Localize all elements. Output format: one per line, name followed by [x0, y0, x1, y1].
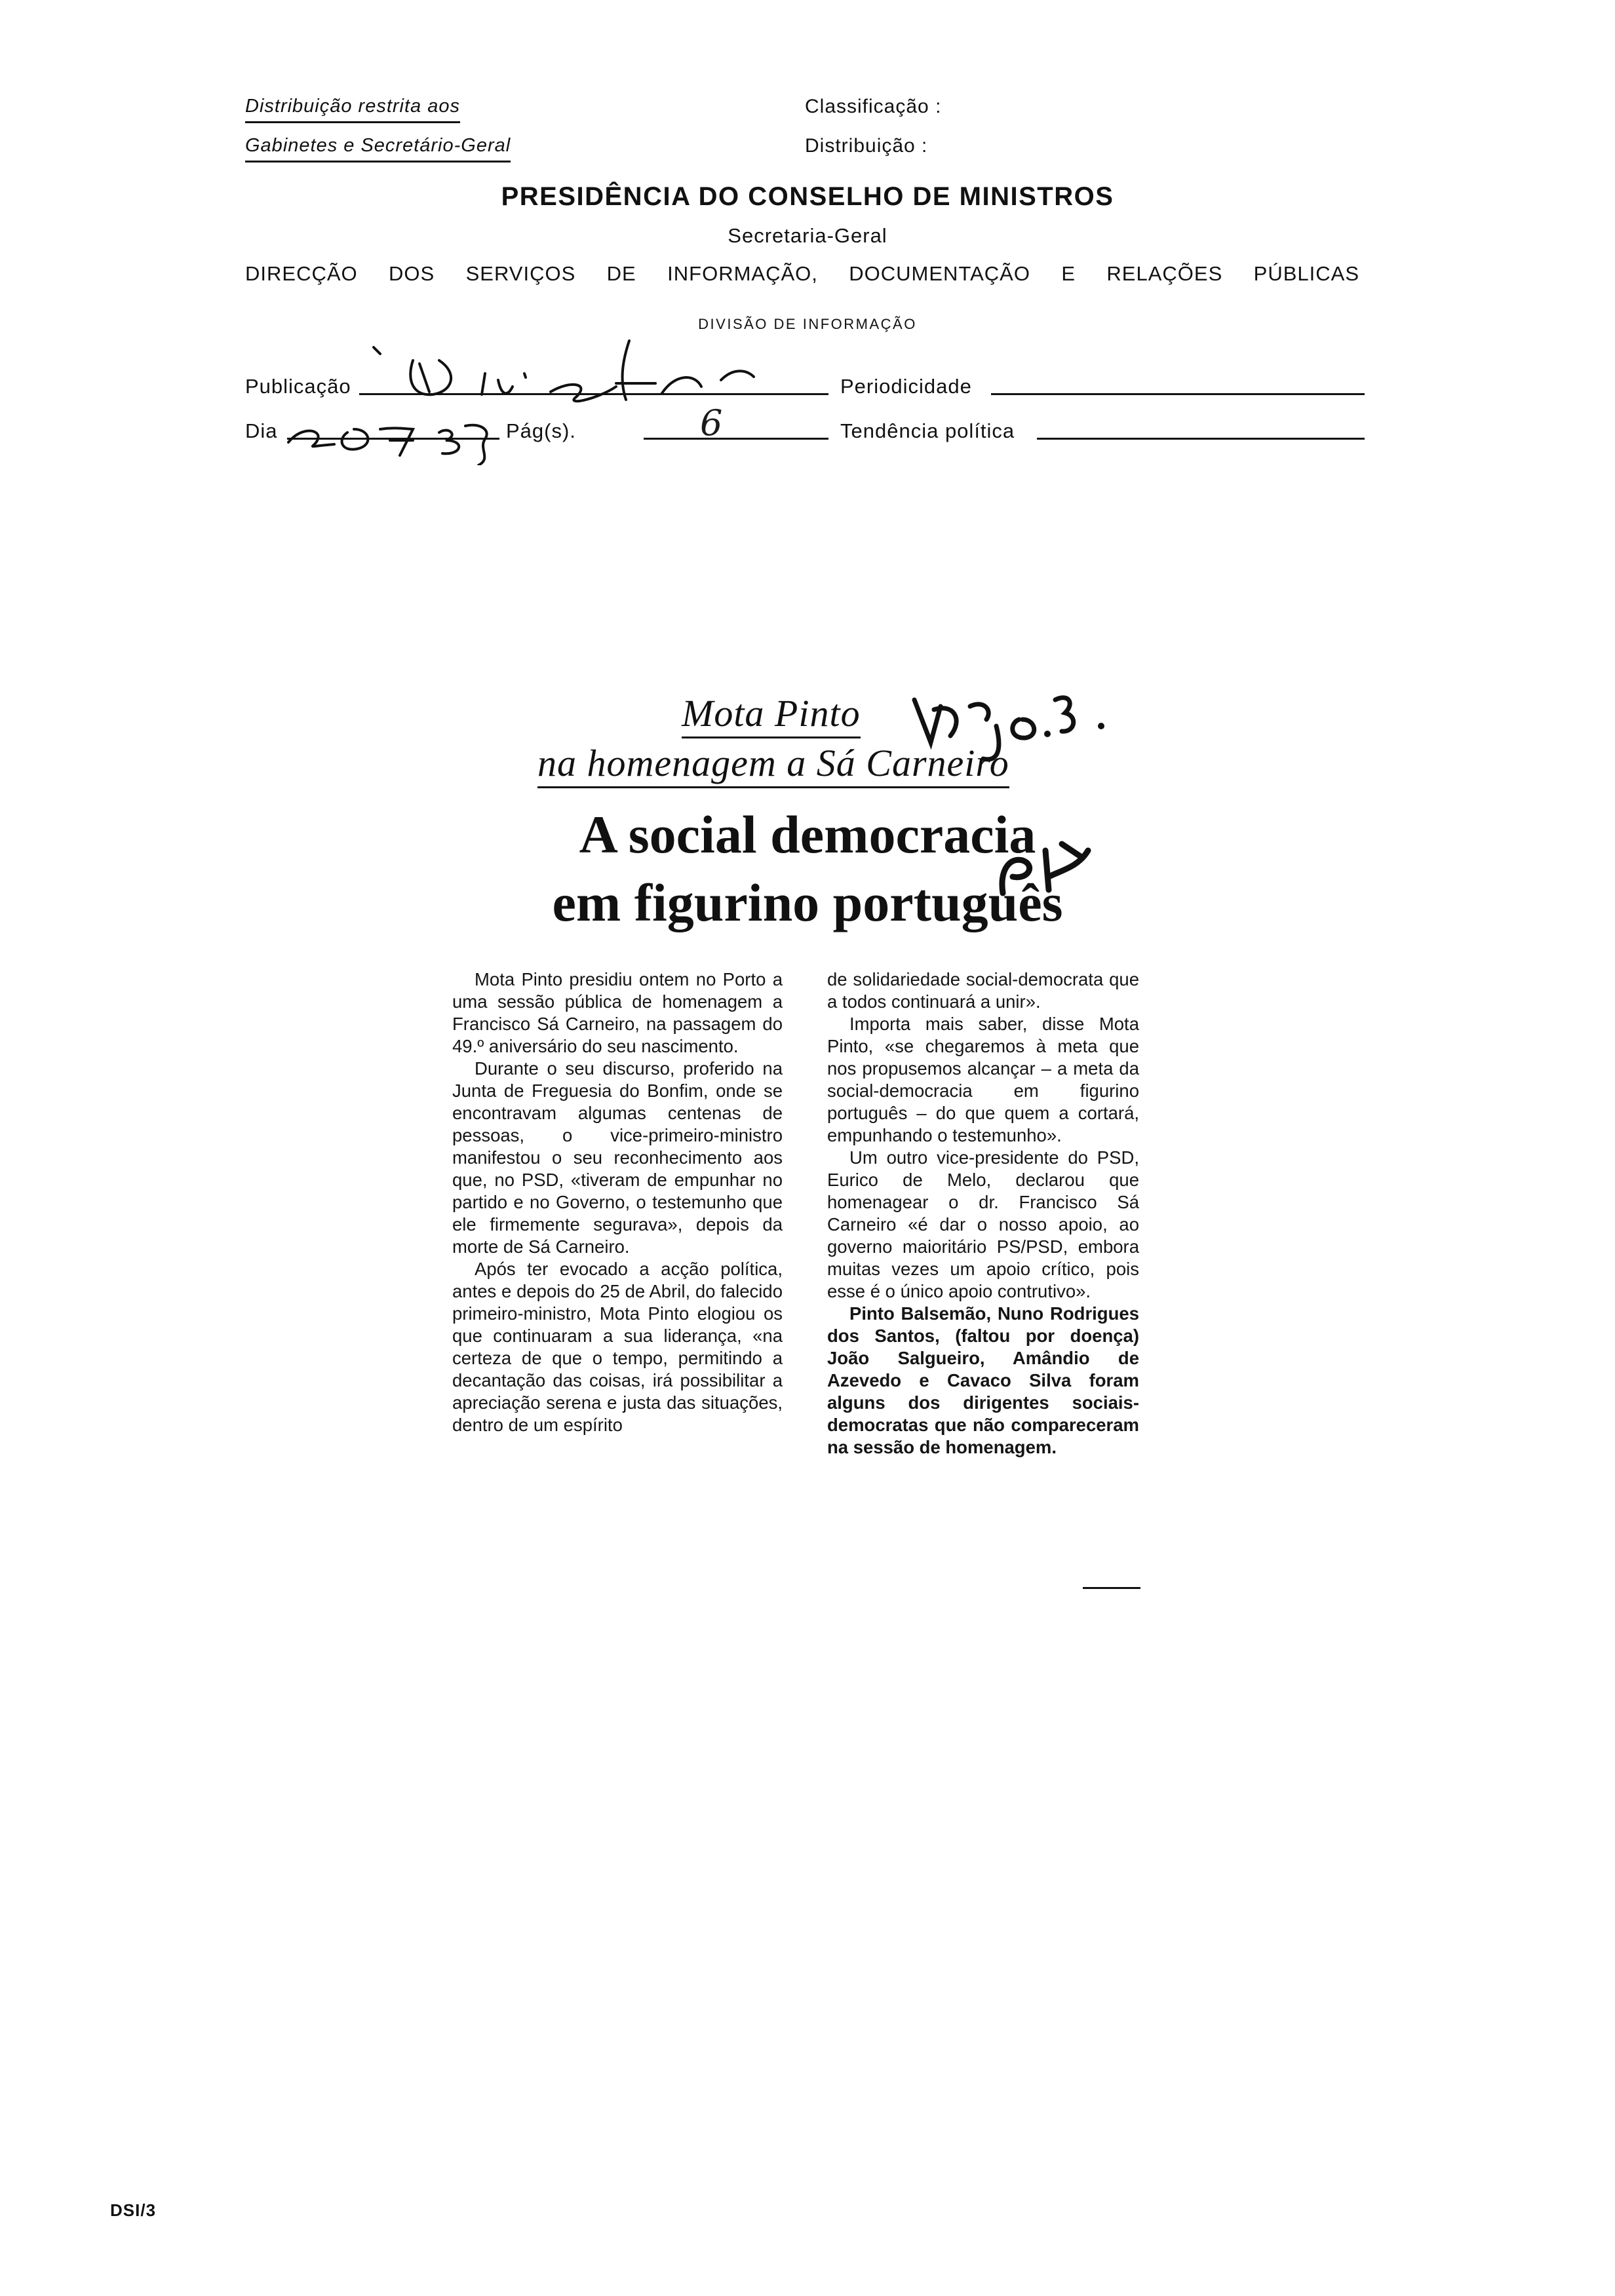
article-headline-line-2: em figurino português [552, 873, 1063, 932]
article-paragraph: Um outro vice-presidente do PSD, Eurico de Melo, declarou que homenagear o dr. Francisco Sá Carneiro «é dar o nosso apoio, ao governo maioritário PS/PSD, embora muitas vezes um apoio crítico, pois esse é o único apoio contrutivo». [827, 1147, 1139, 1301]
article-column-2 [827, 968, 1139, 1459]
pages-field[interactable] [644, 438, 828, 440]
day-label: Dia [245, 419, 278, 442]
classification-label: Classificação : [805, 96, 942, 117]
article-paragraph-continued: de solidariedade social-democrata que a todos continuará a unir». [827, 969, 1139, 1012]
pages-label: Pág(s). [506, 419, 576, 442]
restriction-line-2: Gabinetes e Secretário-Geral [245, 135, 511, 163]
periodicity-label: Periodicidade [840, 375, 972, 398]
article-end-rule [1083, 1587, 1140, 1589]
directorate-line: DIRECÇÃO DOS SERVIÇOS DE INFORMAÇÃO, DOCUMENTAÇÃO E RELAÇÕES PÚBLICAS [245, 262, 1359, 285]
article-kicker-line-1: Mota Pinto [682, 693, 861, 738]
handwritten-date [282, 400, 531, 465]
political-tendency-field[interactable] [1037, 438, 1365, 440]
org-title: PRESIDÊNCIA DO CONSELHO DE MINISTROS [501, 182, 1114, 211]
handwritten-initials [983, 831, 1101, 903]
article-paragraph: Pinto Balsemão, Nuno Rodrigues dos Santos, (faltou por doença) João Salgueiro, Amândio de Azevedo e Cavaco Silva foram alguns dos dirigentes sociais-democratas que não compareceram na sessão de homenagem. [827, 1303, 1139, 1457]
article-paragraph: Durante o seu discurso, proferido na Junta de Freguesia do Bonfim, onde se encontravam algumas centenas de pessoas, o vice-primeiro-ministro manifestou o seu reconhecimento aos que, no PSD, «tiveram de empunhar no partido e no Governo, o testemunho que ele firmemente segurava», depois da morte de Sá Carneiro. [452, 1058, 783, 1257]
form-code: DSI/3 [110, 2200, 157, 2220]
political-tendency-label: Tendência política [840, 419, 1015, 442]
article-headline-line-1: A social democracia [579, 805, 1036, 864]
article-kicker-line-2: na homenagem a Sá Carneiro [537, 743, 1009, 788]
article-paragraph: Após ter evocado a acção política, antes e depois do 25 de Abril, do falecido primeiro-ministro, Mota Pinto elogiou os que continuaram a sua liderança, «na certeza de que o tempo, permitindo a decantação das coisas, irá possibilitar a apreciação serena e justa das situações, dentro de um espírito [452, 1259, 783, 1435]
distribution-label: Distribuição : [805, 135, 928, 157]
periodicity-field[interactable] [991, 393, 1365, 395]
org-subtitle: Secretaria-Geral [728, 224, 887, 247]
article-paragraph: Mota Pinto presidiu ontem no Porto a uma sessão pública de homenagem a Francisco Sá Carneiro, na passagem do 49.º aniversário do seu nascimento. [452, 969, 783, 1056]
restriction-line-1: Distribuição restrita aos [245, 96, 460, 123]
article-paragraph: Importa mais saber, disse Mota Pinto, «se chegaremos à meta que nos propusemos alcançar – a meta da social-democracia em figurino português – do que quem a cortará, empunhando o testemunho». [827, 1014, 1139, 1145]
pages-value: 6 [700, 402, 723, 444]
publication-label: Publicação [245, 375, 351, 398]
division-label: DIVISÃO DE INFORMAÇÃO [698, 316, 917, 332]
article-column-1 [452, 968, 783, 1436]
